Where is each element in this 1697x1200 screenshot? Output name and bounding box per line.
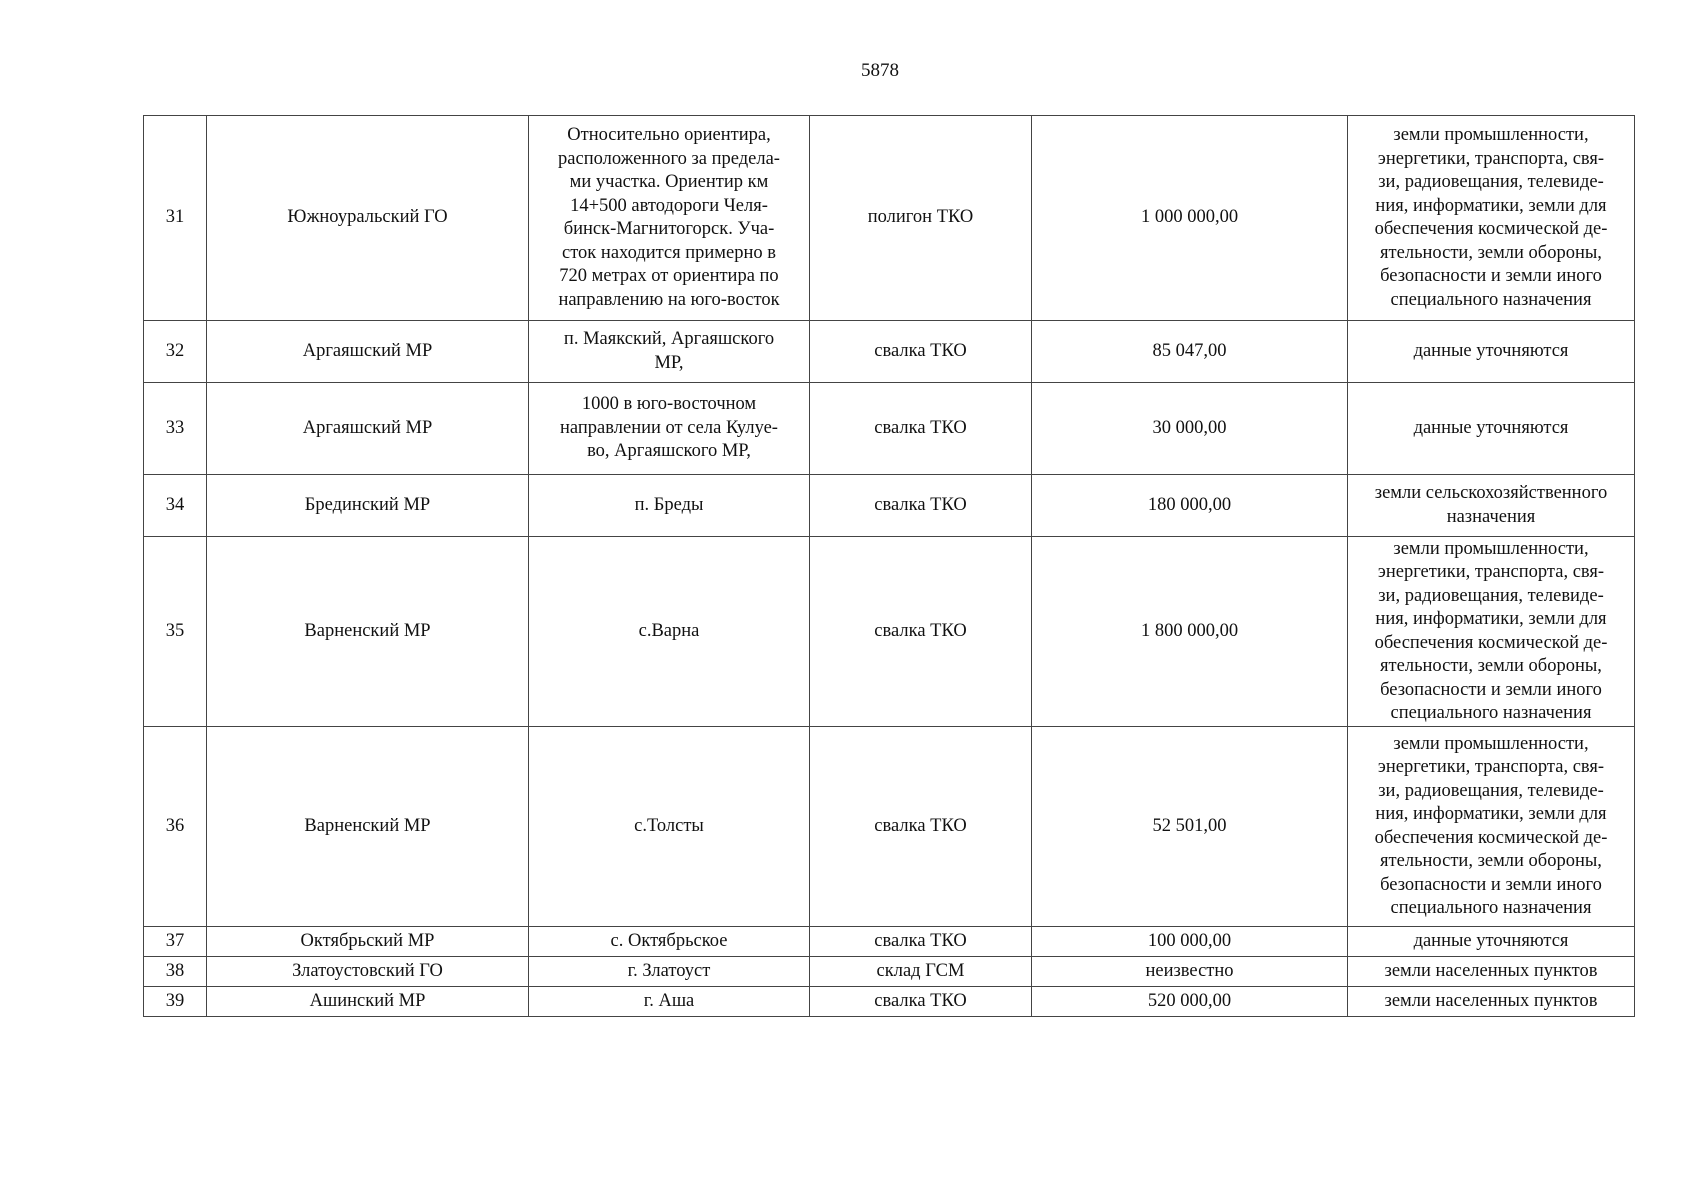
object-type-cell: склад ГСМ bbox=[810, 957, 1032, 987]
object-type-cell: свалка ТКО bbox=[810, 727, 1032, 927]
location-cell: п. Маякский, Аргаяшского МР, bbox=[529, 321, 810, 383]
municipality-cell: Октябрьский МР bbox=[207, 927, 529, 957]
row-number: 33 bbox=[144, 383, 207, 475]
row-number: 36 bbox=[144, 727, 207, 927]
location-cell: г. Златоуст bbox=[529, 957, 810, 987]
table-row bbox=[144, 957, 1635, 987]
area-cell: 1 800 000,00 bbox=[1032, 537, 1348, 727]
location-cell: с.Варна bbox=[529, 537, 810, 727]
location-cell: г. Аша bbox=[529, 987, 810, 1017]
municipality-cell: Брединский МР bbox=[207, 475, 529, 537]
table-row bbox=[144, 116, 1635, 321]
land-category-cell: земли населенных пунктов bbox=[1348, 987, 1635, 1017]
land-category-cell: земли сельскохозяйственного назначения bbox=[1348, 475, 1635, 537]
row-number: 38 bbox=[144, 957, 207, 987]
area-cell: 1 000 000,00 bbox=[1032, 116, 1348, 321]
location-cell: с.Толсты bbox=[529, 727, 810, 927]
municipality-cell: Златоустовский ГО bbox=[207, 957, 529, 987]
object-type-cell: полигон ТКО bbox=[810, 116, 1032, 321]
municipality-cell: Аргаяшский МР bbox=[207, 383, 529, 475]
municipality-cell: Ашинский МР bbox=[207, 987, 529, 1017]
land-category-cell: земли населенных пунктов bbox=[1348, 957, 1635, 987]
area-cell: 100 000,00 bbox=[1032, 927, 1348, 957]
area-cell: 180 000,00 bbox=[1032, 475, 1348, 537]
area-cell: 85 047,00 bbox=[1032, 321, 1348, 383]
object-type-cell: свалка ТКО bbox=[810, 927, 1032, 957]
land-category-cell: данные уточняются bbox=[1348, 927, 1635, 957]
row-number: 31 bbox=[144, 116, 207, 321]
municipality-cell: Аргаяшский МР bbox=[207, 321, 529, 383]
row-number: 35 bbox=[144, 537, 207, 727]
object-type-cell: свалка ТКО bbox=[810, 987, 1032, 1017]
table-row bbox=[144, 927, 1635, 957]
row-number: 32 bbox=[144, 321, 207, 383]
land-category-cell: земли промышленности, энергетики, транспорта, свя- зи, радиовещания, телевиде- ния, информатики, земли для обеспечения космической де- ятельности, земли обороны, безопасности и земли иного специального назначения bbox=[1348, 537, 1635, 727]
object-type-cell: свалка ТКО bbox=[810, 537, 1032, 727]
location-cell: с. Октябрьское bbox=[529, 927, 810, 957]
row-number: 34 bbox=[144, 475, 207, 537]
table-row bbox=[144, 727, 1635, 927]
table-row bbox=[144, 537, 1635, 727]
object-type-cell: свалка ТКО bbox=[810, 383, 1032, 475]
area-cell: 520 000,00 bbox=[1032, 987, 1348, 1017]
table-row bbox=[144, 321, 1635, 383]
municipality-cell: Южноуральский ГО bbox=[207, 116, 529, 321]
land-category-cell: данные уточняются bbox=[1348, 321, 1635, 383]
municipality-cell: Варненский МР bbox=[207, 727, 529, 927]
land-category-cell: данные уточняются bbox=[1348, 383, 1635, 475]
row-number: 39 bbox=[144, 987, 207, 1017]
land-category-cell: земли промышленности, энергетики, транспорта, свя- зи, радиовещания, телевиде- ния, информатики, земли для обеспечения космической де- ятельности, земли обороны, безопасности и земли иного специального назначения bbox=[1348, 727, 1635, 927]
table-row bbox=[144, 987, 1635, 1017]
object-type-cell: свалка ТКО bbox=[810, 321, 1032, 383]
municipality-cell: Варненский МР bbox=[207, 537, 529, 727]
table-row bbox=[144, 475, 1635, 537]
object-type-cell: свалка ТКО bbox=[810, 475, 1032, 537]
registry-table bbox=[143, 115, 1635, 1017]
row-number: 37 bbox=[144, 927, 207, 957]
area-cell: 52 501,00 bbox=[1032, 727, 1348, 927]
location-cell: 1000 в юго-восточном направлении от села Кулуе- во, Аргаяшского МР, bbox=[529, 383, 810, 475]
area-cell: 30 000,00 bbox=[1032, 383, 1348, 475]
location-cell: п. Бреды bbox=[529, 475, 810, 537]
table-row bbox=[144, 383, 1635, 475]
land-category-cell: земли промышленности, энергетики, транспорта, свя- зи, радиовещания, телевиде- ния, информатики, земли для обеспечения космической де- ятельности, земли обороны, безопасности и земли иного специального назначения bbox=[1348, 116, 1635, 321]
page-number: 5878 bbox=[861, 60, 899, 81]
area-cell: неизвестно bbox=[1032, 957, 1348, 987]
location-cell: Относительно ориентира, расположенного за предела- ми участка. Ориентир км 14+500 автодороги Челя- бинск-Магнитогорск. Уча- сток находится примерно в 720 метрах от ориентира по направлению на юго-восток bbox=[529, 116, 810, 321]
